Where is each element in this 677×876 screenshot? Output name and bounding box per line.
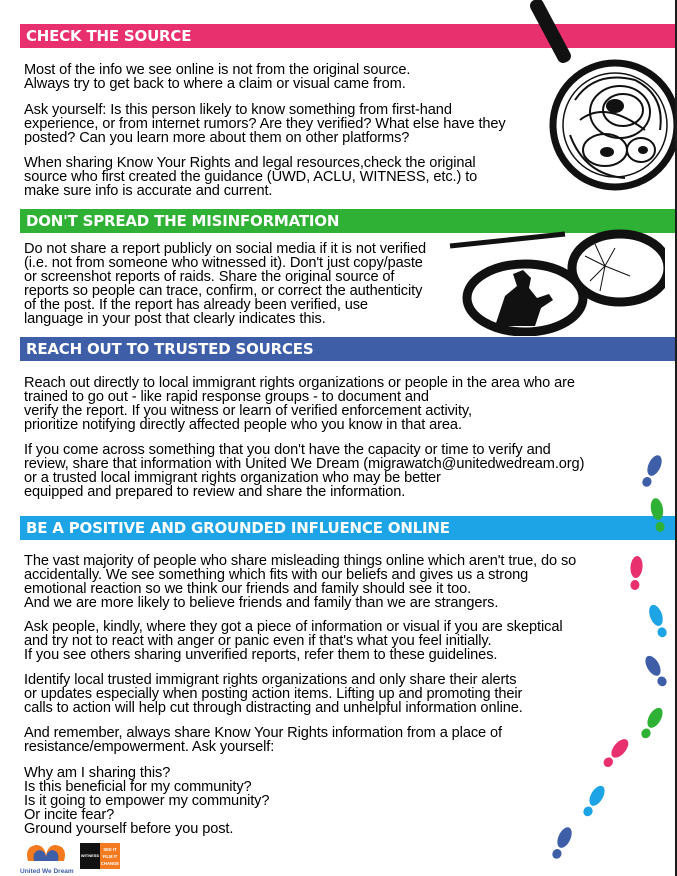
footprint [638,705,665,740]
paragraph: Most of the info we see online is not from the original source. Always try to get back to where a claim or visual came from. [24,62,411,92]
paragraph: Reach out directly to local immigrant rights organizations or people in the area who are trained to go out - like rapid response groups - to document and verify the report. If you witness or learn of verified enforcement activity, prioritize notifying directly affected people who you know in that area. [24,375,575,433]
section-header-dont-spread: DON'T SPREAD THE MISINFORMATION [20,209,677,233]
paragraph: And remember, always share Know Your Rights information from a place of resistance/empowerment. Ask yourself: [24,725,502,755]
witness-logo [80,843,122,873]
footprint [647,603,670,639]
footprint [600,736,631,770]
footprint [580,783,607,818]
butterfly-icon [20,841,72,863]
united-we-dream-wordmark: United We Dream [20,868,74,875]
paragraph: Ask yourself: Is this person likely to know something from first-hand experience, or from internet rumors? Are they verified? What else have they posted? Can you learn more about them on other platforms? [24,102,506,146]
section-header-check-source: CHECK THE SOURCE [20,24,677,48]
broken-glasses-illustration [445,226,665,336]
united-we-dream-logo [20,841,74,875]
section-header-positive-influence: BE A POSITIVE AND GROUNDED INFLUENCE ONLINE [20,516,677,540]
footprint [639,455,664,489]
paragraph: Ask people, kindly, where they got a piece of information or visual if you are skeptical and try not to react with anger or panic even if that's what you feel initially. If you see others sharing unverified reports, refer them to these guidelines. [24,619,563,663]
section-header-reach-out: REACH OUT TO TRUSTED SOURCES [20,337,677,361]
footprints-illustration [540,455,675,870]
magnifying-glass-illustration [515,0,677,215]
witness-mark: WITNESS [80,843,100,869]
question-list: Why am I sharing this? Is this beneficial for my community? Is it going to empower my community? Or incite fear? Ground yourself before you post. [24,765,270,837]
witness-tagline: SEE IT FILM IT CHANGE IT [100,843,120,869]
footprint [549,825,574,861]
footprint [629,556,644,591]
paragraph: When sharing Know Your Rights and legal resources,check the original source who first created the guidance (UWD, ACLU, WITNESS, etc.) to make sure info is accurate and current. [24,155,478,199]
footprint [649,497,667,533]
paragraph: The vast majority of people who share misleading things online which aren't true, do so accidentally. We see something which fits with our beliefs and gives us a strong emotional reaction so we think our friends and family should see it too. And we are more likely to believe friends and family than we are strangers. [24,553,577,611]
footprint [642,653,669,688]
paragraph: Identify local trusted immigrant rights organizations and only share their alerts or updates especially when posting action items. Lifting up and promoting their calls to action will help cut through distracting and unhelpful information online. [24,672,523,716]
paragraph: If you come across something that you don't have the capacity or time to verify and review, share that information with United We Dream (migrawatch@unitedwedream.org) or a trusted local immigrant rights organization who may be better equipped and prepared to review and share the information. [24,442,585,500]
paragraph: Do not share a report publicly on social media if it is not verified (i.e. not from someone who witnessed it). Don't just copy/paste or screenshot reports of raids. Share the original source of reports so people can trace, confirm, or correct the authenticity of the post. If the report has already been verified, use language in your post that clearly indicates this. [24,241,427,327]
